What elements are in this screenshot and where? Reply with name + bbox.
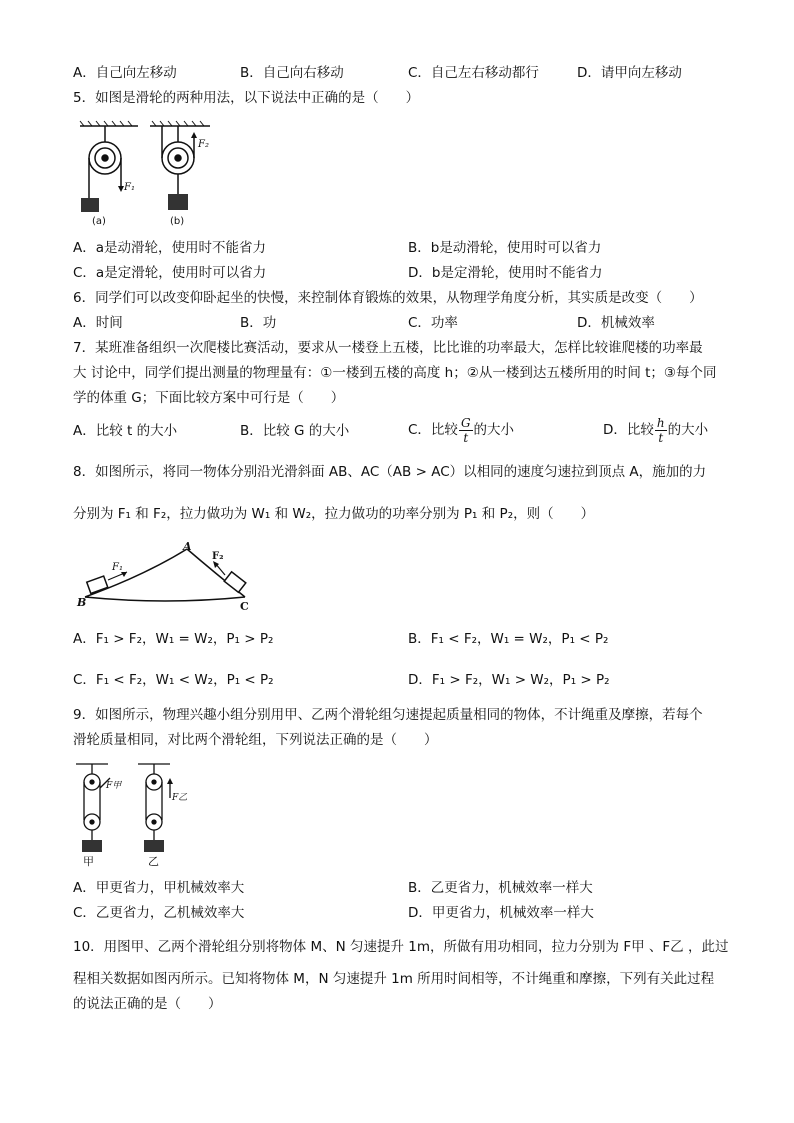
q7-stem-line3: 学的体重 G；下面比较方案中可行是（ ） (73, 390, 345, 406)
q10-stem-line2: 程相关数据如图丙所示。已知将物体 M，N 匀速提升 1m 所用时间相等，不计绳重和摩擦，下列有关此过程 (73, 971, 715, 987)
q9-stem-line1: 9．如图所示，物理兴趣小组分别用甲、乙两个滑轮组匀速提起质量相同的物体，不计绳重及摩擦，若每个 (73, 707, 703, 723)
q7-stem-line2: 大 讨论中，同学们提出测量的物理量有：①一楼到五楼的高度 h；②从一楼到达五楼所用的时间 t；③每个同 (73, 365, 717, 381)
q8-f1-label: F₁ (112, 562, 123, 573)
q7-option-d (603, 412, 708, 448)
q5-f1-label: F₁ (124, 182, 135, 193)
q7-option-d-prefix: D．比较 (603, 422, 654, 438)
q7-option-c-prefix: C．比较 (408, 422, 458, 438)
q9-stem-line2: 滑轮质量相同，对比两个滑轮组，下列说法正确的是（ ） (73, 732, 438, 748)
q7-option-d-suffix: 的大小 (667, 422, 709, 438)
q8-label-C: C (240, 600, 249, 613)
q8-stem-line2: 分别为 F₁ 和 F₂，拉力做功为 W₁ 和 W₂，拉力做功的功率分别为 P₁ 和 P₂，则（ ） (73, 506, 595, 522)
q5-label-b: (b) (170, 216, 185, 227)
q7-option-c-denominator: t (463, 430, 469, 445)
q6-option-d: D．机械效率 (577, 315, 655, 331)
q7-option-d-fraction (655, 416, 667, 445)
q5-option-a: A．a是动滑轮，使用时不能省力 (73, 240, 267, 256)
q7-option-c-fraction (459, 416, 473, 445)
q5-option-d: D．b是定滑轮，使用时不能省力 (408, 265, 603, 281)
q8-option-d: D．F₁ > F₂，W₁ > W₂，P₁ > P₂ (408, 672, 610, 688)
q7-option-d-numerator: h (656, 415, 665, 430)
q8-option-b: B．F₁ < F₂，W₁ = W₂，P₁ < P₂ (408, 631, 609, 647)
q9-f-jia-label: F甲 (106, 781, 122, 791)
q5-f2-label: F₂ (198, 139, 209, 150)
q9-option-c: C．乙更省力，乙机械效率大 (73, 905, 245, 921)
q6-stem: 6．同学们可以改变仰卧起坐的快慢，来控制体育锻炼的效果，从物理学角度分析，其实质是改变（ ） (73, 290, 703, 306)
q6-option-a: A．时间 (73, 315, 123, 331)
q9-label-yi: 乙 (148, 855, 159, 868)
q9-option-a: A．甲更省力，甲机械效率大 (73, 880, 245, 896)
q7-stem-line1: 7．某班准备组织一次爬楼比赛活动，要求从一楼登上五楼，比比谁的功率最大，怎样比较谁爬楼的功率最 (73, 340, 703, 356)
q8-incline-figure (75, 535, 265, 610)
q8-stem-line1: 8．如图所示，将同一物体分别沿光滑斜面 AB、AC（AB > AC）以相同的速度匀速拉到顶点 A，施加的力 (73, 464, 707, 480)
q7-option-c (408, 412, 514, 448)
q5-stem: 5．如图是滑轮的两种用法，以下说法中正确的是（ ） (73, 90, 420, 106)
q7-option-c-numerator: G (460, 415, 471, 430)
q4-option-c: C．自己左右移动都行 (408, 65, 539, 81)
q9-label-jia: 甲 (83, 855, 94, 868)
q7-option-d-denominator: t (658, 430, 664, 445)
q4-option-b: B．自己向右移动 (240, 65, 344, 81)
q8-label-A: A (183, 540, 192, 553)
q8-f2-label: F₂ (212, 551, 224, 562)
q8-label-B: B (77, 596, 87, 609)
q8-option-a: A．F₁ > F₂，W₁ = W₂，P₁ > P₂ (73, 631, 274, 647)
q7-option-c-suffix: 的大小 (473, 422, 515, 438)
q9-option-b: B．乙更省力，机械效率一样大 (408, 880, 593, 896)
q5-label-a: (a) (92, 216, 106, 227)
q7-option-a: A．比较 t 的大小 (73, 423, 178, 439)
q8-option-c: C．F₁ < F₂，W₁ < W₂，P₁ < P₂ (73, 672, 274, 688)
q10-stem-line3: 的说法正确的是（ ） (73, 996, 222, 1012)
q10-stem-line1: 10．用图甲、乙两个滑轮组分别将物体 M、N 匀速提升 1m，所做有用功相同，拉力分别为 F甲 、F乙 ，此过 (73, 939, 729, 955)
q5-option-c: C．a是定滑轮，使用时可以省力 (73, 265, 267, 281)
q4-option-a: A．自己向左移动 (73, 65, 177, 81)
q5-option-b: B．b是动滑轮，使用时可以省力 (408, 240, 602, 256)
q4-option-d: D．请甲向左移动 (577, 65, 682, 81)
q9-option-d: D．甲更省力，机械效率一样大 (408, 905, 594, 921)
q6-option-b: B．功 (240, 315, 277, 331)
q7-option-b: B．比较 G 的大小 (240, 423, 350, 439)
q6-option-c: C．功率 (408, 315, 458, 331)
q9-f-yi-label: F乙 (172, 793, 188, 803)
